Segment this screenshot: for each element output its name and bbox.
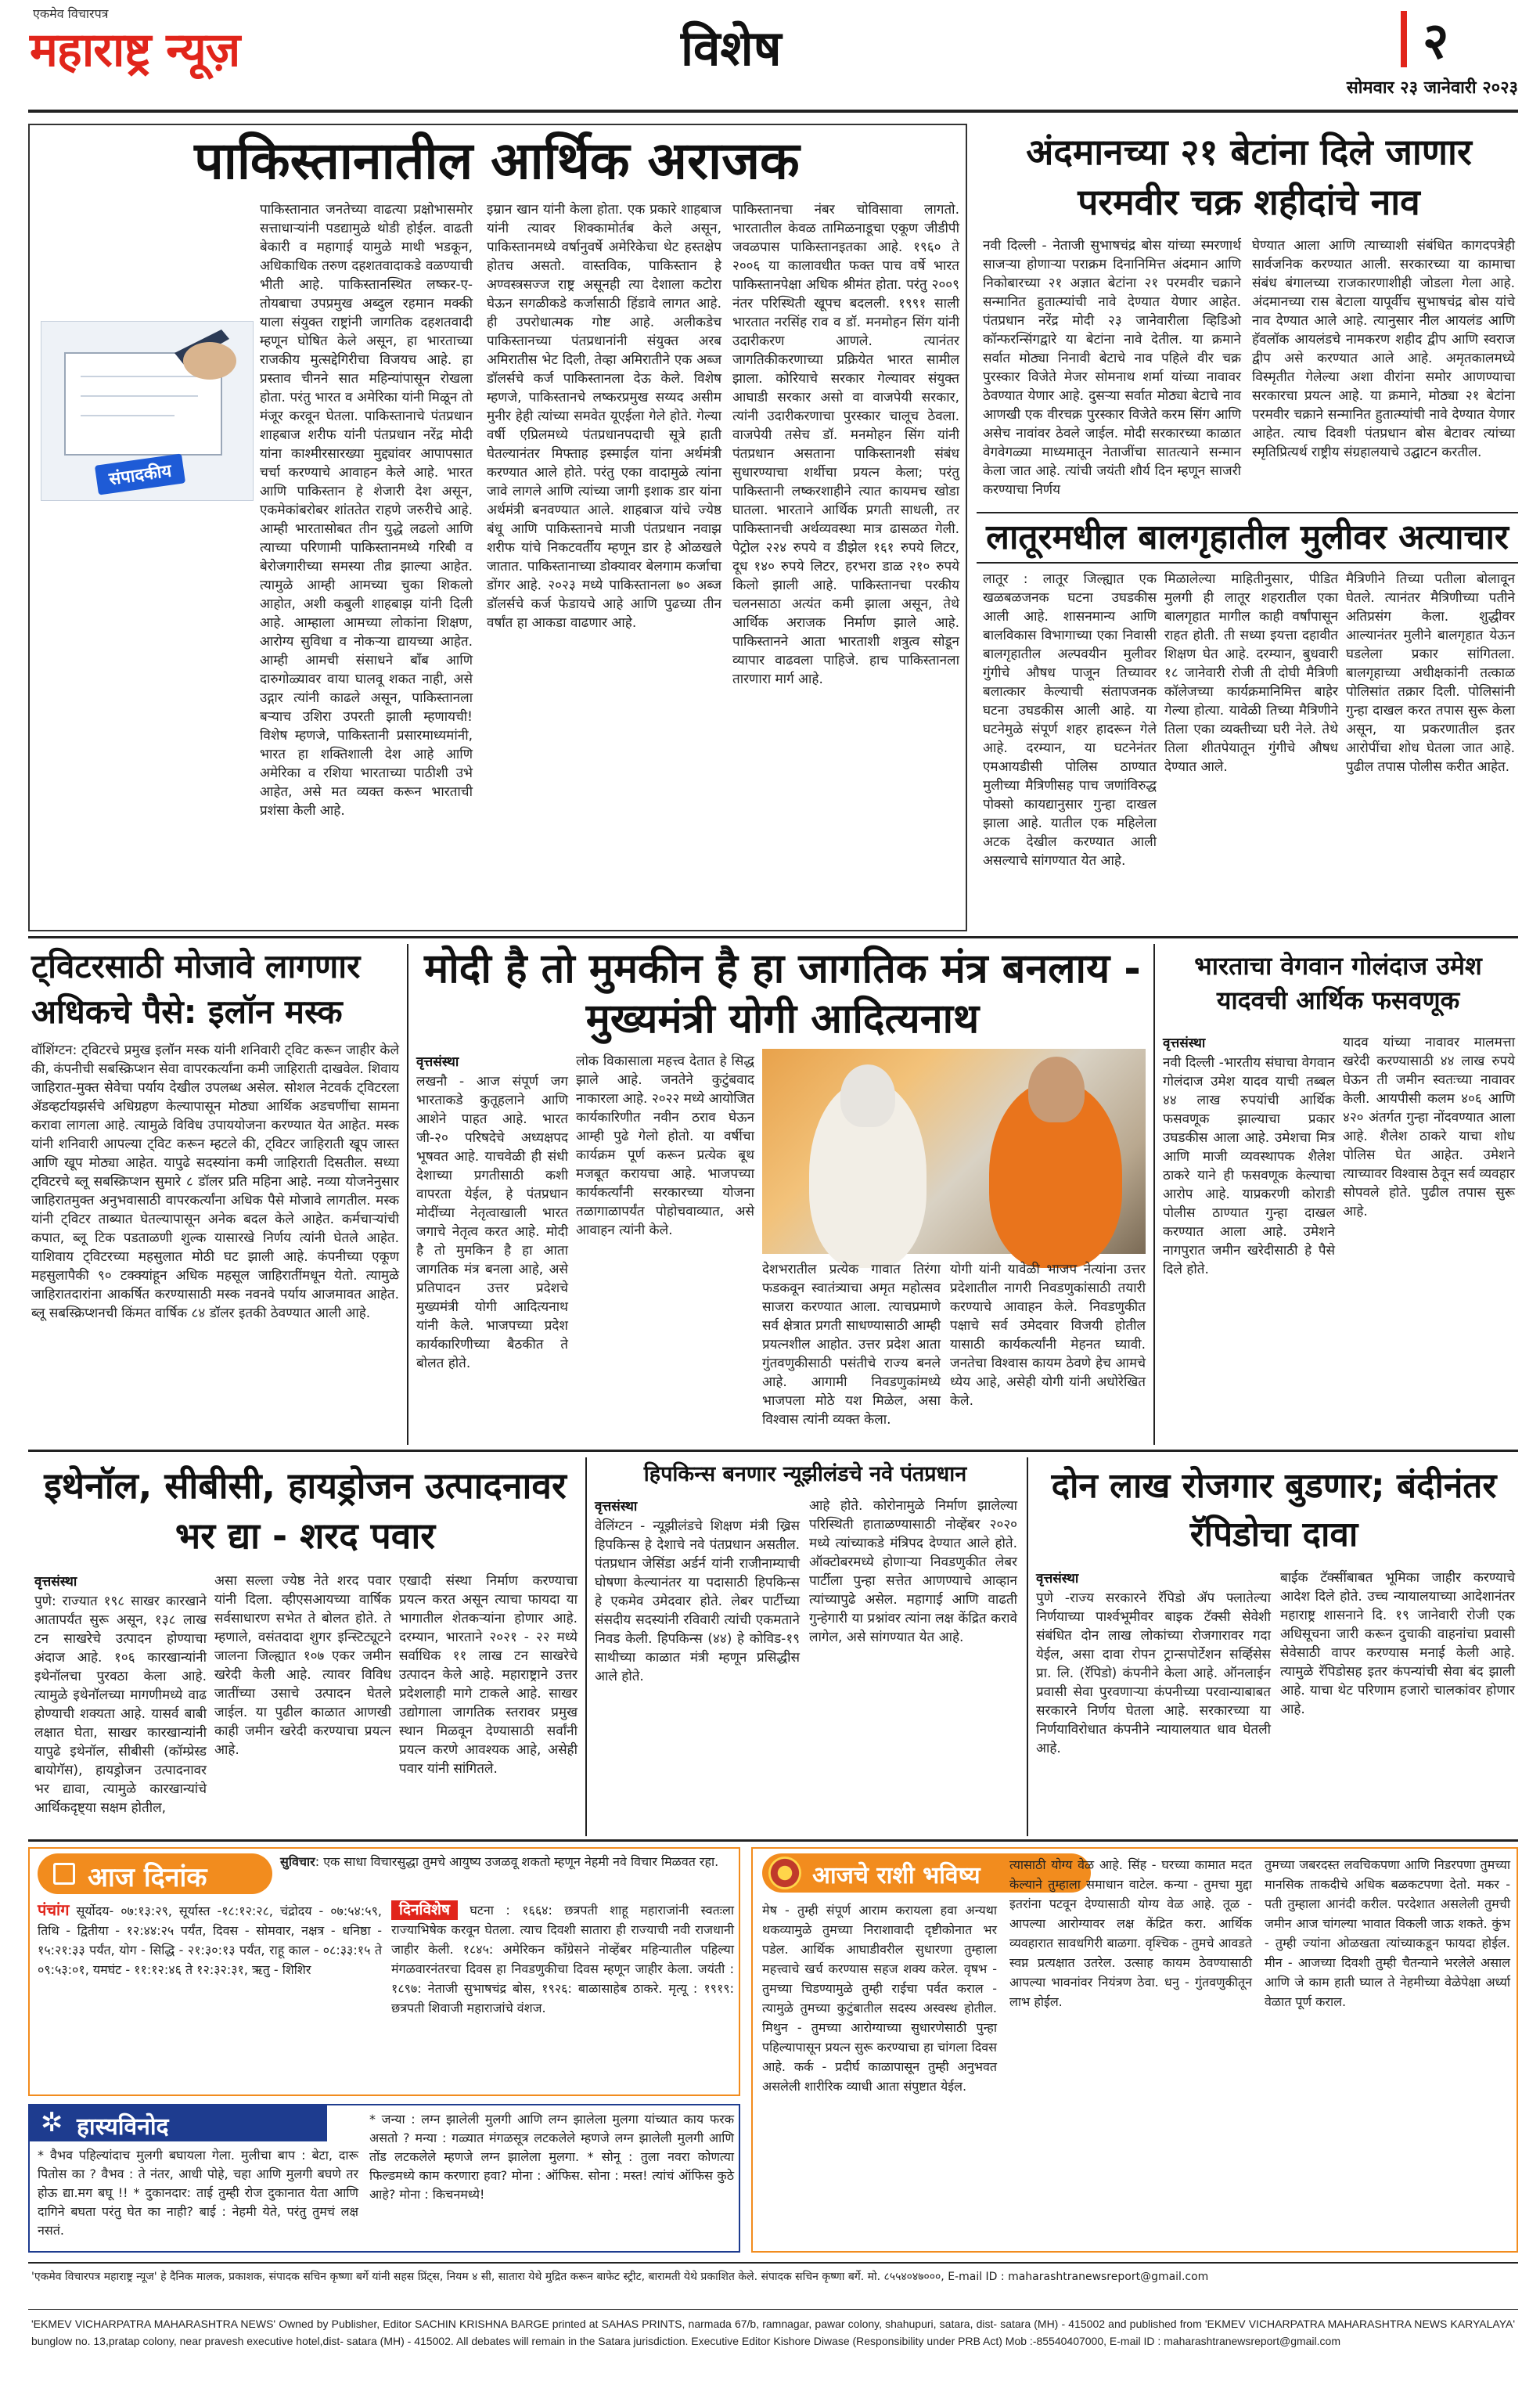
pawar-col-1: पुणे: राज्यात १९८ साखर कारखाने आतापर्यंत सुरू असून, १३८ लाख टन साखरेचे उत्पादन होण्याचा अंदाज आहे. १०६ कारखान्यांनी इथेनॉलचा पुरवठा केला आहे. त्यामुळे इथेनॉलच्या मागणीमध्ये वाढ होण्याची शक्यता आहे. यासर्व बाबी लक्षात घेता, साखर कारखान्यांनी यापुढे इथेनॉल, सीबीसी (कॉम्प्रेस्ड बायोगॅस), हायड्रोजन उत्पादनावर भर द्यावा, त्यामुळे कारखान्यांचे आर्थिकदृष्ट्या सक्षम होतील, <box>34 1594 207 1816</box>
masthead <box>0 0 1540 110</box>
yogi-headline: मोदी है तो मुमकीन है हा जागतिक मंत्र बनलाय - मुख्यमंत्री योगी आदित्यनाथ <box>424 945 1141 1043</box>
rapido-col-1: पुणे -राज्य सरकारने रॅपिडो ॲप फ्लातेल्या निर्णयाच्या पार्श्वभूमीवर बाइक टॅक्सी सेवेशी संबंधित दोन लाख लोकांच्या रोजगारावर गदा येईल, असा दावा रोपन ट्रान्सपोर्टेशन सर्व्हिसेस प्रा. लि. (रॅपिडो) कंपनीने केला आहे. ऑनलाईन प्रवासी सेवा पुरवणाऱ्या कंपनीच्या परवान्याबाबत सरकारने निर्णय घेतला आहे. सरकारच्या या निर्णयाविरोधात कंपनीने न्यायालयात धाव घेतली आहे. <box>1036 1590 1271 1756</box>
editorial-col-1: पाकिस्तानात जनतेच्या वाढत्या प्रक्षोभासमोर सत्ताधाऱ्यांनी पडद्यामुळे थोडी होईल. वाढती बेकारी व महागाई यामुळे माथी भडकून, अधिकाधिक तरुण दहशतवादाकडे वळण्याची भीती आहे. पाकिस्तानस्थित लष्कर-ए-तोयबाचा उपप्रमुख अब्दुल रहमान मक्की याला संयुक्त राष्ट्रांनी जागतिक दहशतवादी म्हणून घोषित केले असून, हा भारताच्या राजकीय मुत्सद्देगिरीचा विजयच आहे. हा प्रस्ताव चीनने सात महिन्यांपासून रोखला होता. परंतु भारत व अमेरिका यांनी मिळून तो मंजूर करवून घेतला. पाकिस्तानाचे पंतप्रधान शाहबाज शरीफ यांनी पंतप्रधान नरेंद्र मोदी यांना काश्मीरसारख्या मुद्द्यांवर आपापसात चर्चा करण्याचे आवाहन केले आहे. भारत आणि पाकिस्तान हे शेजारी देश असून, एकमेकांबरोबर शांततेत राहणे जरुरीचे आहे. आम्ही भारतासोबत तीन युद्धे लढलो आणि त्याच्या परिणामी पाकिस्तानमध्ये गरिबी व बेरोजगारीच्या समस्या तीव्र झाल्या आहेत. त्यामुळे आम्ही आमच्या चुका शिकलो आहोत, अशी कबुली शाहबाझ यांनी दिली आहे. आम्हाला आमच्या लोकांना शिक्षण, आरोग्य सुविधा व नोकऱ्या द्यायच्या आहेत. आम्ही आमची संसाधने बॉंब आणि दारुगोळ्यावर वाया घालवू शकत नाही, असे उद्गार त्यांनी काढले असून, पाकिस्तानला बऱ्याच उशिरा उपरती झाली म्हणायची! विशेष म्हणजे, पाकिस्तानी प्रसारमाध्यमांनी, भारत हा शक्तिशाली देश आहे आणि अमेरिका व रशिया भारताच्या पाठीशी उभे आहेत, असे मत व्यक्त करून भारताची प्रशंसा केली आहे. <box>260 202 473 819</box>
yogi-divider <box>1153 944 1155 1445</box>
umesh-byline: वृत्तसंस्था <box>1163 1036 1206 1051</box>
modi-yogi-photo <box>762 1049 1146 1254</box>
editorial-col-1b <box>41 509 473 924</box>
musk-divider <box>407 944 408 1445</box>
hipkins-col-2: आहे होते. कोरोनामुळे निर्माण झालेल्या परिस्थिती हाताळण्यासाठी नोव्हेंबर २०२० मध्ये त्यांच्याकडे मंत्रिपद देण्यात आले होते. ऑक्टोबरमध्ये होणाऱ्या निवडणुकीत लेबर पार्टीला पुन्हा सत्तेत आणण्याचे आव्हान त्यांच्यापुढे असेल. महागाई आणि वाढती गुन्हेगारी या प्रश्नांवर त्यांना लक्ष केंद्रित करावे लागेल, असे सांगण्यात येत आहे. <box>809 1498 1017 1645</box>
rapido-col-2: बाईक टॅक्सींबाबत भूमिका जाहीर करण्याचे आदेश दिले होते. उच्च न्यायालयाच्या आदेशानंतर महाराष्ट्र शासनाने दि. १९ जानेवारी रोजी एक अधिसूचना जारी करून दुचाकी वाहनांचा प्रवासी सेवेसाठी वापर करण्यास मनाई केली आहे. त्यामुळे रॅपिडोसह इतर कंपन्यांची सेवा बंद झाली आहे. याचा थेट परिणाम हजारो चालकांवर होणार आहे. <box>1280 1570 1515 1717</box>
musk-text: वॉशिंग्टन: ट्विटरचे प्रमुख इलॉन मस्क यांनी शनिवारी ट्विट करून जाहीर केले की, कंपनीची सबस्क्रिप्शन सेवा वापरकर्त्यांना कमी जाहिराती दाखवेल. शिवाय जाहिरात-मुक्त सेवेचा पर्याय देखील उपलब्ध असेल. सोशल नेटवर्क ट्विटरला ॲडव्हर्टायझर्सचे अधिग्रहण केल्यापासून मोठ्या आर्थिक अडचणींचा सामना करावा लागला आहे. त्यामुळे विविध उपाययोजना करण्यात येत आहेत. मस्क यांनी शनिवारी आपल्या ट्विट करून म्हटले की, ट्विटर जाहिराती खूप जास्त आणि खूप मोठ्या आहेत. यापुढे सदस्यांना कमी जाहिराती दिसतील. सध्या ट्विटरचे ब्लू सबस्क्रिप्शन सुमारे ८ डॉलर प्रति महिना आहे. नव्या योजनेनुसार जाहिरातमुक्त अनुभवासाठी वापरकर्त्यांना अधिक पैसे मोजावे लागतील. मस्क यांनी ट्विटर ताब्यात घेतल्यापासून अनेक बदल केले आहेत. कर्मचाऱ्यांची कपात, ब्लू टिक पडताळणी शुल्क यासारखे निर्णय त्यांनी घेतले आहेत. याशिवाय ट्विटरच्या महसुलात मोठी घट झाली आहे. कंपनीच्या एकूण महसुलापैकी ९० टक्क्यांहून अधिक महसूल जाहिरातींमधून येतो. त्यामुळे जाहिरातदारांना आकर्षित करण्यासाठी मस्क नवनवे पर्याय आजमावत आहेत. ब्लू सबस्क्रिप्शनची किंमत वार्षिक ८४ डॉलर इतकी ठेवण्यात आली आहे. <box>31 1043 399 1321</box>
panchang-label: पंचांग <box>38 1900 70 1919</box>
row-rule-3 <box>28 1839 1518 1842</box>
calendar-icon <box>53 1863 75 1885</box>
zodiac-wheel-icon <box>768 1857 801 1889</box>
rashi-title: आजचे राशी भविष्य <box>812 1862 980 1889</box>
humor-title: हास्यविनोद <box>77 2113 169 2141</box>
dinvishesh-block <box>391 1900 734 2091</box>
musk-headline: ट्विटरसाठी मोजावे लागणार अधिकचे पैसे: इलॉन मस्क <box>31 947 361 1031</box>
issue-date: सोमवार २३ जानेवारी २०२३ <box>1346 78 1518 98</box>
section-title: विशेष <box>681 20 782 77</box>
latur-headline: लातूरमधील बालगृहातील मुलीवर अत्याचार <box>986 517 1509 557</box>
page-number: २ <box>1423 13 1449 70</box>
dinvishesh-label: दिनविशेष <box>391 1900 458 1920</box>
pawar-col-3: एखादी संस्था निर्माण करण्याचा प्रयत्न करत असून त्याचा फायदा या भागातील शेतकऱ्यांना होणार आहे. दरम्यान, भारताने २०२१ - २२ मध्ये सर्वाधिक ११ लाख टन साखरेचे उत्पादन केले आहे. महाराष्ट्राने उत्तर प्रदेशलाही मागे टाकले आहे. साखर उद्योगाला जागतिक स्तरावर प्रमुख स्थान मिळवून देण्यासाठी सर्वांनी प्रयत्न करणे आवश्यक आहे, असेही पवार यांनी सांगितले. <box>399 1573 578 1777</box>
humor-left: * वैभव पहिल्यांदाच मुलगी बघायला गेला. मुलीचा बाप : बेटा, दारू पितोस का ? वैभव : ते नंतर, आधी पोहे, चहा आणि मुलगी बघणे तर होऊ द्या.मग बघू !! * दुकानदार: ताई तुम्ही रोज दुकानात येता आणि दागिने बघता परंतु घेत का नाही? बाई : नेहमी येते, परंतु तुमचं लक्ष नसतं. <box>38 2148 358 2238</box>
latur-col-3: मैत्रिणीने तिच्या पतीला बोलावून घेतले. त्यानंतर मैत्रिणीच्या पतीने अतिप्रसंग केला. शुद्धीवर आल्यानंतर मुलीने बालगृहात येऊन घडलेला प्रकार सांगितला. बालगृहाच्या अधीक्षकांनी तत्काळ पोलिसांत तक्रार दिली. पोलिसांनी गुन्हा दाखल करत तपास सुरू केला असून, या प्रकरणातील इतर आरोपींचा शोध घेतला जात आहे. पुढील तपास पोलीस करीत आहेत. <box>1346 571 1515 775</box>
rashi-col-3: तुमच्या जबरदस्त लवचिकपणा आणि निडरपणा तुमच्या मानसिक ताकदीचे अधिक बळकटपणा देतो. मकर - पती तुम्हाला आनंदी करील. परदेशात असलेली तुमची जमीन आज चांगल्या भावात विकली जाऊ शकते. कुंभ - तुम्ही ज्यांना ओळखता त्यांच्याकडून फायदा होईल. मीन - आजच्या दिवशी तुम्ही चैतन्याने भरलेले असाल आणि जे काम हाती घ्याल ते नेहमीच्या वेळेपेक्षा अर्ध्या वेळात पूर्ण कराल. <box>1265 1857 1510 2009</box>
footer-imprint-english: 'EKMEV VICHARPATRA MAHARASHTRA NEWS' Owned by Publisher, Editor SACHIN KRISHNA BARGE printed at SAHAS PRINTS, narmada 67/b, ramnagar, pawar colony, shahupuri, satara, dist- satara (MH) - 415002 and published from 'EKMEV VICHARPATRA MAHARASHTRA NEWS KARYALAYA' bunglow no. 13,pratap colony, near pravesh executive hotel,dist- satara (MH) - 415002. All debates will remain in the Satara jurisdiction. Executive Editor Kishore Diwase (Responsibility under PRB Act) Mob :-85540407000, E-mail ID : maharashtranewsreport@gmail.com <box>31 2318 1515 2347</box>
panchang-text: सूर्योदय- ०७:१३:२९, सूर्यास्त -१८:१२:२८, चंद्रोदय - ०७:५४:५९, तिथि - द्वितीया - १२:४४:२५ पर्यंत, दिवस - सोमवार, नक्षत्र - धनिष्ठा - १५:२१:३३ पर्यंत, योग - सिद्धि - २१:३०:१३ पर्यंत, राहू काल - ०८:३३:१५ ते ०९:५३:०१, यमघंट - ११:१२:४६ ते १२:३२:३१, ऋतु - शिशिर <box>38 1904 382 1977</box>
footer-rule-2 <box>28 2309 1518 2310</box>
page-number-bar <box>1401 11 1407 67</box>
today-title: आज दिनांक <box>88 1862 207 1893</box>
andaman-headline: अंदमानच्या २१ बेटांना दिले जाणार परमवीर चक्र शहीदांचे नाव <box>1026 131 1472 223</box>
umesh-col-2: यादव यांच्या नावावर मालमत्ता खरेदी करण्यासाठी ४४ लाख रुपये घेऊन ती जमीन स्वतःच्या नावावर केली. आयपीसी कलम ४०६ आणि ४२० अंतर्गत गुन्हा नोंदवण्यात आला आहे. शैलेश ठाकरे याचा शोध पोलिस घेत आहेत. उमेशने त्याच्यावर विश्वास ठेवून सर्व व्यवहार सोपवले होते. पुढील तपास सुरू आहे. <box>1343 1035 1515 1219</box>
rashi-col-1: मेष - तुम्ही संपूर्ण आराम करायला हवा अन्यथा थकव्यामुळे तुमच्या निराशावादी दृष्टीकोनात भर पडेल. आर्थिक आघाडीवरील सुधारणा तुम्हाला महत्त्वाचे खर्च करण्यास सहज शक्य करेल. वृषभ - तुमच्या चिडण्यामुळे तुम्ही राईचा पर्वत कराल - त्यामुळे तुमच्या कुटुंबातील सदस्य अस्वस्थ होतील. मिथुन - तुमच्या आरोग्याच्या सुधारणेसाठी पुन्हा पहिल्यापासून प्रयत्न सुरू करण्याचा हा चांगला दिवस आहे. कर्क - प्रदीर्घ काळापासून तुम्ही अनुभवत असलेली शारीरिक व्याधी आता संपुष्टात येईल. <box>762 1903 997 2094</box>
pawar-divider <box>585 1457 587 1836</box>
photo-figure-left-head <box>840 1064 895 1127</box>
photo-figure-right-head <box>1028 1057 1085 1122</box>
yogi-byline: वृत्तसंस्था <box>416 1054 459 1070</box>
suvichar-label: सुविचार <box>280 1854 315 1869</box>
masthead-tagline: एकमेव विचारपत्र <box>33 6 109 21</box>
pawar-headline: इथेनॉल, सीबीसी, हायड्रोजन उत्पादनावर भर द्या - शरद पवार <box>44 1464 567 1557</box>
dinvishesh-text: घटना : १६६४: छत्रपती शाहू महाराजांनी स्वतःला राज्याभिषेक करवून घेतला. त्याच दिवशी सातारा ही राज्याची नवी राजधानी जाहीर केली. १८४५: अमेरिकन काँग्रेसने नोव्हेंबर महिन्यातील पहिल्या मंगळवारनंतरचा दिवस हा निवडणुकीचा दिवस म्हणून जाहीर केला. जयंती : १८९७: नेताजी सुभाषचंद्र बोस, १९२६: बाळासाहेब ठाकरे. मृत्यू : १९१९: छत्रपती शिवाजी महाराजांचे वंशज. <box>391 1903 734 2015</box>
today-title-pill <box>38 1853 272 1894</box>
editorial-col-3: पाकिस्तानचा नंबर चोविसावा लागतो. भारतातील केवळ तामिळनाडूचा एकूण जीडीपी जवळपास पाकिस्तानइतका आहे. १९६० ते २००६ या कालावधीत फक्त पाच वर्षे भारत पाकिस्तानपेक्षा अधिक श्रीमंत होता. परंतु २००९ नंतर परिस्थिती खूपच बदलली. १९९१ साली भारतात नरसिंह राव व डॉ. मनमोहन सिंग यांनी उदारीकरण आणले. त्यानंतर जागतिकीकरणाच्या प्रक्रियेत भारत सामील झाला. कोरियाचे सरकार गेल्यावर संयुक्त आघाडी सरकार असो वा वाजपेयी सरकार, त्यांनी उदारीकरणाचा पुरस्कार चालूच ठेवला. वाजपेयी तसेच डॉ. मनमोहन सिंग यांनी पंतप्रधान असताना पाकिस्तानशी संबंध सुधारण्याचा शर्थीचा प्रयत्न केला; परंतु पाकिस्तानी लष्करशाहीने त्यात कायमच खोडा घातला. भारताने आर्थिक प्रगती साधली, तर पाकिस्तानची अर्थव्यवस्था मात्र ढासळत गेली. पेट्रोल २२४ रुपये व डीझेल १६१ रुपये लिटर, दूध १४० रुपये लिटर, हरभरा डाळ २१० रुपये किलो झाली आहे. पाकिस्तानचा परकीय चलनसाठा अत्यंत कमी झाला असून, तेथे आर्थिक अराजक निर्माण झाले आहे. पाकिस्तानने आता भारताशी शत्रुत्व सोडून व्यापार वाढवला पाहिजे. हाच पाकिस्तानला तारणारा मार्ग आहे. <box>732 202 959 687</box>
asterisk-icon: ✲ <box>41 2107 63 2138</box>
row-rule-2 <box>28 1450 1518 1452</box>
footer-rule <box>28 2262 1518 2264</box>
today-suvichar <box>280 1852 734 1896</box>
andaman-rule <box>977 512 1518 513</box>
editorial-badge: संपादकीय <box>95 453 185 495</box>
umesh-headline: भारताचा वेगवान गोलंदाज उमेश यादवची आर्थिक फसवणूक <box>1194 951 1482 1015</box>
editorial-illustration <box>41 321 254 501</box>
panchang-block <box>38 1900 382 2091</box>
masthead-brand: महाराष्ट्र न्यूज़ <box>30 23 240 77</box>
humor-title-bar <box>30 2105 327 2141</box>
hipkins-col-1: वेलिंग्टन - न्यूझीलंडचे शिक्षण मंत्री ख्रिस हिपकिन्स हे देशाचे नवे पंतप्रधान असतील. पंतप्रधान जेसिंडा अर्डर्न यांनी राजीनाम्याची घोषणा केल्यानंतर या पदासाठी हिपकिन्स हे एकमेव उमेदवार होते. लेबर पार्टीच्या संसदीय सदस्यांनी रविवारी त्यांची एकमताने निवड केली. हिपकिन्स (४४) हे कोविड-१९ साथीच्या काळात मंत्री म्हणून प्रसिद्धीस आले होते. <box>595 1518 800 1684</box>
suvichar-text: : एक साधा विचारसुद्धा तुमचे आयुष्य उजळवू शकतो म्हणून नेहमी नवे विचार मिळवत रहा. <box>315 1854 719 1869</box>
rapido-headline: दोन लाख रोजगार बुडणार; बंदीनंतर रॅपिडोचा दावा <box>1051 1466 1497 1554</box>
masthead-rule <box>28 110 1518 113</box>
latur-col-1: लातूर : लातूर जिल्ह्यात एक खळबळजनक घटना उघडकीस आली आहे. शासनमान्य आणि बालविकास विभागाच्या एका निवासी बालगृहातील अल्पवयीन मुलीवर गुंगीचे औषध पाजून तिच्यावर बलात्कार केल्याची संतापजनक घटना उघडकीस आली आहे. या घटनेमुळे संपूर्ण शहर हादरून गेले आहे. दरम्यान, या घटनेनंतर एमआयडीसी पोलिस ठाण्यात मुलीच्या मैत्रिणीसह पाच जणांविरुद्ध पोक्सो कायद्यानुसार गुन्हा दाखल झाला आहे. यातील एक महिलेला अटक देखील करण्यात आली असल्याचे सांगण्यात येत आहे. <box>983 571 1157 869</box>
yogi-col-1: लखनौ - आज संपूर्ण जग भारताकडे कुतूहलाने आणि आशेने पाहत आहे. भारत जी-२० परिषदेचे अध्यक्षपद भूषवत आहे. याचवेळी ही संधी देशाच्या प्रगतीसाठी कशी वापरता येईल, हे पंतप्रधान मोदींच्या नेतृत्वाखाली भारत जगाचे नेतृत्व करत आहे. मोदी है तो मुमकिन है हा आता जागतिक मंत्र बनला आहे, असे प्रतिपादन उत्तर प्रदेशचे मुख्यमंत्री योगी आदित्यनाथ यांनी केले. भाजपच्या प्रदेश कार्यकारिणीच्या बैठकीत ते बोलत होते. <box>416 1074 568 1371</box>
hipkins-byline: वृत्तसंस्था <box>595 1499 638 1515</box>
editorial-col-2: इम्रान खान यांनी केला होता. एक प्रकारे शाहबाज यांनी त्यावर शिक्कामोर्तब केले असून, पाकिस्तानमध्ये वर्षानुवर्षे अमेरिकेचा थेट हस्तक्षेप होतच असतो. वास्तविक, पाकिस्तान हे अण्वस्त्रसज्ज राष्ट्र असूनही त्या देशाला कटोरा घेऊन सगळीकडे कर्जासाठी हिंडावे लागत आहे. ही उपरोधात्मक गोष्ट आहे. अलीकडेच पाकिस्तानच्या पंतप्रधानांनी संयुक्त अरब अमिरातीस भेट दिली, तेव्हा अमिरातीने एक अब्ज डॉलर्सचे कर्ज पाकिस्तानला देऊ केले. विशेष म्हणजे, पाकिस्तानचे लष्करप्रमुख सय्यद असीम मुनीर हेही त्यांच्या समवेत यूएईला गेले होते. गेल्या वर्षी एप्रिलमध्ये पंतप्रधानपदाची सूत्रे हाती घेतल्यानंतर मिफ्ताह इस्माईल यांना अर्थमंत्री करण्यात आले होते. परंतु एका वादामुळे त्यांना जावे लागले आणि त्यांच्या जागी इशाक डार यांना अर्थमंत्री बनवण्यात आले. शाहबाज यांचे ज्येष्ठ बंधू आणि पाकिस्तानचे माजी पंतप्रधान नवाझ शरीफ यांचे निकटवर्तीय म्हणून डार हे ओळखले जातात. पाकिस्तानाच्या डोक्यावर बेलगाम कर्जाचा डोंगर आहे. २०२३ मध्ये पाकिस्तानला ७० अब्ज डॉलर्सचे कर्ज फेडायचे आहे आणि पुढच्या तीन वर्षांत हा आकडा वाढणार आहे. <box>487 202 721 631</box>
umesh-col-1: नवी दिल्ली -भारतीय संघाचा वेगवान गोलंदाज उमेश यादव याची तब्बल ४४ लाख रुपयांची आर्थिक फसवणूक झाल्याचा प्रकार उघडकीस आला आहे. उमेशचा मित्र आणि माजी व्यवस्थापक शैलेश ठाकरे याने ही फसवणूक केल्याचा आरोप आहे. याप्रकरणी कोराडी पोलीस ठाण्यात गुन्हा दाखल करण्यात आला आहे. उमेशने नागपुरात जमीन खरेदीसाठी हे पैसे दिले होते. <box>1163 1055 1335 1277</box>
editorial-headline: पाकिस्तानातील आर्थिक अराजक <box>194 131 800 191</box>
rashi-col-2: त्यासाठी योग्य वेळ आहे. सिंह - घरच्या कामात मदत केल्याने तुम्हाला समाधान वाटेल. कन्या - तुमचा मुद्दा इतरांना पटवून देण्यासाठी योग्य वेळ आहे. तूळ - आपल्या आरोग्यावर लक्ष केंद्रित करा. आर्थिक व्यवहारात सावधगिरी बाळगा. वृश्चिक - तुमचे आवडते स्वप्न प्रत्यक्षात उतरेल. उत्साह कायम ठेवण्यासाठी आपल्या भावनांवर नियंत्रण ठेवा. धनु - गुंतवणुकीतून लाभ होईल. <box>1009 1857 1252 2009</box>
footer-imprint-marathi: 'एकमेव विचारपत्र महाराष्ट्र न्यूज' हे दैनिक मालक, प्रकाशक, संपादक सचिन कृष्णा बर्गे यांनी सहस प्रिंट्स, नियम ४ सी, सातारा येथे मुद्रित करून बाफेट स्ट्रीट, बारामती येथे प्रकाशित केले. संपादक सचिन कृष्णा बर्गे. मो. ८५५४०४७०००, E-mail ID : maharashtranewsreport@gmail.com <box>31 2271 1209 2283</box>
hipkins-divider <box>1027 1457 1028 1836</box>
row-rule-1 <box>28 936 1518 938</box>
latur-col-2: मिळालेल्या माहितीनुसार, पीडित मुलगी ही लातूर शहरातील एका बालगृहात मागील काही वर्षांपासून राहत होती. ती सध्या इयत्ता दहावीत शिक्षण घेत आहे. दरम्यान, बुधवारी १८ जानेवारी रोजी ती दोघी मैत्रिणी कॉलेजच्या कार्यक्रमानिमित्त बाहेर गेल्या होत्या. यावेळी तिच्या मैत्रिणीने तिला एका व्यक्तीच्या घरी नेले. तेथे तिला शीतपेयातून गुंगीचे औषध देण्यात आले. <box>1164 571 1338 775</box>
yogi-col-3: देशभरातील प्रत्येक गावात तिरंगा फडकवून स्वातंत्र्याचा अमृत महोत्सव साजरा करण्यात आला. त्याचप्रमाणे सर्व क्षेत्रात प्रगती साधण्यासाठी आम्ही प्रयत्नशील आहोत. उत्तर प्रदेश आता गुंतवणुकीसाठी पसंतीचे राज्य बनले आहे. आगामी निवडणुकांमध्ये भाजपला मोठे यश मिळेल, असा विश्वास त्यांनी व्यक्त केला. <box>762 1262 941 1428</box>
andaman-col-2: घेण्यात आला आणि त्याच्याशी संबंधित कागदपत्रेही सार्वजनिक करण्यात आली. सरकारच्या या कामाचा संबंध बंगालच्या राजकारणाशीही जोडला गेला आहे. अंदमानच्या रास बेटाला यापूर्वीच सुभाषचंद्र बोस यांचे नाव देण्यात आले आहे. त्यानुसार नील आयलंड आणि हॅवलॉक आयलंडचे नामकरण शहीद द्वीप आणि स्वराज द्वीप असे करण्यात आले आहे. अमृतकालमध्ये विस्मृतीत गेलेल्या अशा वीरांना समोर आणण्याचा सरकारचा प्रयत्न आहे. या क्रमाने, मोठ्या २१ बेटांना परमवीर चक्राने सन्मानित हुतात्म्यांची नावे देण्यात येणार आहेत. त्याच दिवशी पंतप्रधान बोस बेटावर त्यांच्या स्मृतिप्रित्यर्थ राष्ट्रीय संग्रहालयाचे उद्घाटन करतील. <box>1252 238 1515 460</box>
yogi-col-4: योगी यांनी यावेळी भाजप नेत्यांना उत्तर प्रदेशातील नागरी निवडणुकांसाठी तयारी करण्याचे आवाहन केले. निवडणुकीत पक्षाचे सर्व उमेदवार विजयी होतील यासाठी कार्यकर्त्यांनी मेहनत घ्यावी. जनतेचा विश्वास कायम ठेवणे हेच आमचे ध्येय आहे, असेही योगी यांनी अधोरेखित केले. <box>950 1262 1146 1409</box>
yogi-col-2: लोक विकासाला महत्त्व देतात हे सिद्ध झाले आहे. जनतेने कुटुंबवाद नाकारला आहे. २०२२ मध्ये आयोजित कार्यकारिणीत नवीन ठराव घेऊन आम्ही पुढे गेलो होतो. या वर्षीचा कार्यक्रम पूर्ण करून प्रत्येक बूथ मजबूत करायचा आहे. भाजपच्या कार्यकर्त्यांनी सरकारच्या योजना तळागाळापर्यंत पोहोचवाव्यात, असे आवाहन त्यांनी केले. <box>576 1054 754 1238</box>
rapido-byline: वृत्तसंस्था <box>1036 1571 1079 1587</box>
pawar-col-2: असा सल्ला ज्येष्ठ नेते शरद पवार यांनी दिला. व्हीएसआयच्या वार्षिक सर्वसाधारण सभेत ते बोलत होते. ते म्हणाले, वसंतदादा शुगर इन्स्टिट्यूटने जालना जिल्ह्यात १०७ एकर जमीन खरेदी केली आहे. त्यावर विविध जातींच्या उसाचे उत्पादन घेतले जाईल. या पुढील काळात आणखी काही जमीन खरेदी करण्याचा प्रयत्न आहे. <box>214 1573 391 1758</box>
hipkins-headline: हिपकिन्स बनणार न्यूझीलंडचे नवे पंतप्रधान <box>643 1462 967 1486</box>
andaman-col-1: नवी दिल्ली - नेताजी सुभाषचंद्र बोस यांच्या स्मरणार्थ साजऱ्या होणाऱ्या पराक्रम दिनानिमित्त अंदमान आणि निकोबारच्या २१ अज्ञात बेटांना २१ परमवीर चक्राने सन्मानित हुतात्म्यांची नावे देण्यात येणार आहेत. पंतप्रधान नरेंद्र मोदी २३ जानेवारीला व्हिडिओ कॉन्फरन्सिंगद्वारे या बेटांना नावे देतील. या क्रमाने सर्वात मोठ्या निनावी बेटाचे नाव पहिले वीर चक्र पुरस्कार विजेते मेजर सोमनाथ शर्मा यांच्या नावावर ठेवण्यात येणार आहे. दुसऱ्या सर्वात मोठ्या बेटाचे नाव आणखी एक वीरचक्र पुरस्कार विजेते करम सिंग आणि असेच नावांवर ठेवले जाईल. मोदी सरकारच्या काळात वेगवेगळ्या माध्यमातून नेताजींचा सातत्याने सन्मान केला जात आहे. त्यांची जयंती शौर्य दिन म्हणून साजरी करण्याचा निर्णय <box>983 238 1241 498</box>
pawar-byline: वृत्तसंस्था <box>34 1574 77 1590</box>
latur-rule <box>977 562 1518 564</box>
humor-right: * जन्या : लग्न झालेली मुलगी आणि लग्न झालेला मुलगा यांच्यात काय फरक असतो ? मन्या : गळ्यात मंगळसूत्र लटकलेले म्हणजे लग्न झालेली मुलगी आणि तोंड लटकलेले म्हणजे लग्न झालेला मुलगा. * सोनू : तुला नवरा कोणत्या फिल्डमध्ये काम करणारा हवा? मोना : ऑफिस. सोना : मस्त! त्यांचं ऑफिस कुठे आहे? मोना : किचनमध्ये! <box>369 2112 734 2202</box>
